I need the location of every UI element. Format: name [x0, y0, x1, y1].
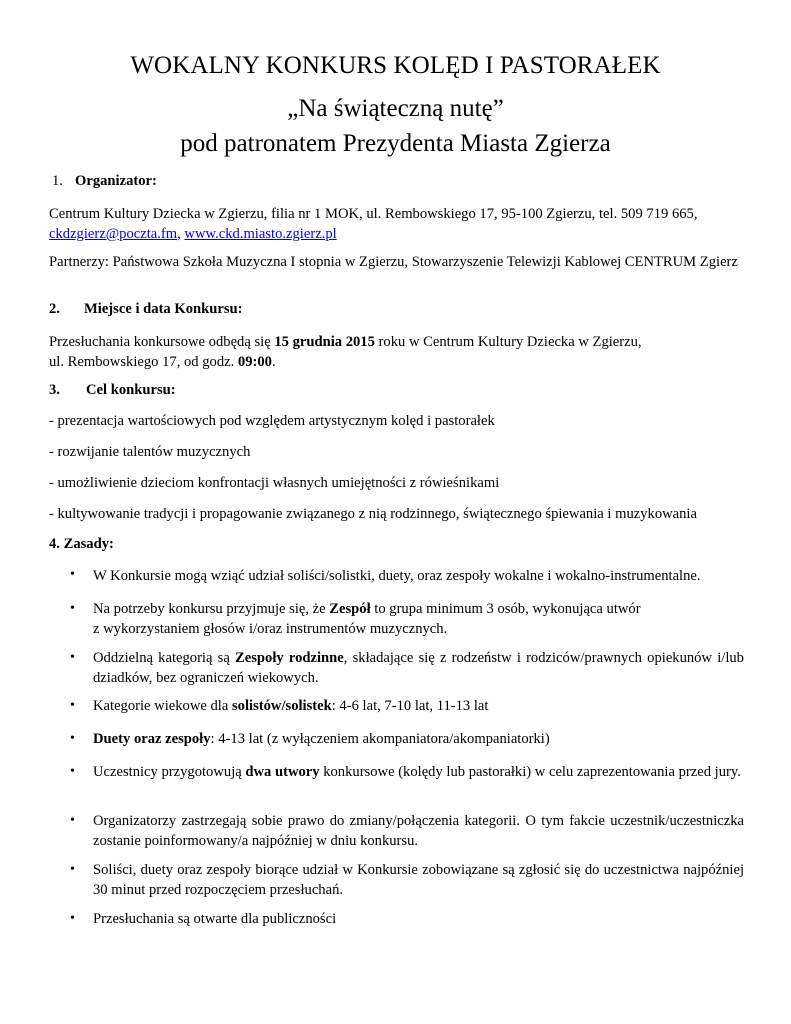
- section-4-heading: 4. Zasady:: [49, 536, 114, 552]
- patronage-line: pod patronatem Prezydenta Miasta Zgierza: [180, 130, 611, 157]
- goal-item: - umożliwienie dzieciom konfrontacji własnych umiejętności z rówieśnikami: [49, 475, 500, 491]
- rule-bold: dwa utwory: [245, 764, 320, 780]
- section-2-number: 2.: [49, 301, 60, 317]
- goal-item: - kultywowanie tradycji i propagowanie związanego z nią rodzinnego, świątecznego śpiewania i muzykowania: [49, 506, 697, 522]
- organizer-text: [49, 204, 749, 244]
- rule-text: z wykorzystaniem głosów i/oraz instrumentów muzycznych.: [93, 621, 448, 637]
- contest-date: 15 grudnia 2015: [274, 334, 375, 350]
- rule-item: [93, 762, 744, 782]
- rule-text: Uczestnicy przygotowują: [93, 764, 246, 780]
- section-1-number: 1.: [52, 173, 63, 189]
- contest-time: 09:00: [237, 354, 272, 370]
- rule-text: to grupa minimum 3 osób, wykonująca utwór: [370, 601, 641, 617]
- document-title: WOKALNY KONKURS KOLĘD I PASTORAŁEK: [130, 52, 661, 79]
- rule-text: , składające się z rodzeństw i rodziców/prawnych opiekunów i/lub dziadków, bez ograniczeń wiekowych.: [93, 650, 744, 686]
- rule-text: : 4-13 lat (z wyłączeniem akompaniatora/akompaniatorki): [210, 731, 550, 747]
- organizer-address: Centrum Kultury Dziecka w Zgierzu, filia nr 1 MOK, ul. Rembowskiego 17, 95-100 Zgierzu, tel. 509 719 665,: [49, 206, 698, 222]
- section-3-number: 3.: [49, 382, 60, 398]
- rule-text: Na potrzeby konkursu przyjmuje się, że: [93, 601, 330, 617]
- rule-item: [93, 599, 744, 639]
- venue-date-text: [49, 332, 749, 372]
- goal-item: - rozwijanie talentów muzycznych: [49, 444, 251, 460]
- rule-text: konkursowe (kolędy lub pastorałki) w celu zaprezentowania przed jury.: [319, 764, 741, 780]
- rule-item: [93, 648, 744, 688]
- partners-text: Partnerzy: Państwowa Szkoła Muzyczna I stopnia w Zgierzu, Stowarzyszenie Telewizji Kablowej CENTRUM Zgierz: [49, 254, 738, 270]
- bullet: •: [70, 698, 75, 713]
- bullet: •: [70, 650, 75, 665]
- rule-bold: Duety oraz zespoły: [93, 731, 211, 747]
- bullet: •: [70, 862, 75, 877]
- rule-item: [93, 729, 744, 749]
- bullet: •: [70, 731, 75, 746]
- contest-name: „Na świąteczną nutę”: [287, 95, 504, 122]
- section-1-heading: Organizator:: [75, 173, 157, 189]
- rule-item: Soliści, duety oraz zespoły biorące udział w Konkursie zobowiązane są zgłosić się do uczestnictwa najpóźniej 30 minut przed rozpoczęciem przesłuchań.: [93, 862, 744, 898]
- venue-text-4: .: [271, 354, 276, 370]
- bullet: •: [70, 764, 75, 779]
- section-3-heading: Cel konkursu:: [86, 382, 176, 398]
- rule-bold: Zespół: [329, 601, 371, 617]
- section-2-heading: Miejsce i data Konkursu:: [84, 301, 243, 317]
- venue-text-1: Przesłuchania konkursowe odbędą się: [49, 334, 275, 350]
- rule-item: W Konkursie mogą wziąć udział soliści/solistki, duety, oraz zespoły wokalne i wokalno-instrumentalne.: [93, 568, 701, 584]
- rule-bold: solistów/solistek: [232, 698, 332, 714]
- venue-text-3: ul. Rembowskiego 17, od godz.: [49, 354, 238, 370]
- goal-item: - prezentacja wartościowych pod względem artystycznym kolęd i pastorałek: [49, 413, 495, 429]
- rule-bold: Zespoły rodzinne: [235, 650, 344, 666]
- rule-item: Organizatorzy zastrzegają sobie prawo do zmiany/połączenia kategorii. O tym fakcie uczestnik/uczestniczka zostanie poinformowany/a najpóźniej w dniu konkursu.: [93, 813, 744, 849]
- venue-text-2: roku w Centrum Kultury Dziecka w Zgierzu,: [374, 334, 642, 350]
- bullet: •: [70, 567, 75, 582]
- rule-text: Kategorie wiekowe dla: [93, 698, 232, 714]
- rule-text: : 4-6 lat, 7-10 lat, 11-13 lat: [331, 698, 489, 714]
- bullet: •: [70, 813, 75, 828]
- rule-item: Przesłuchania są otwarte dla publiczności: [93, 911, 337, 927]
- rule-item: [93, 696, 744, 716]
- bullet: •: [70, 911, 75, 926]
- website-link[interactable]: www.ckd.miasto.zgierz.pl: [184, 226, 337, 242]
- email-link[interactable]: ckdzgierz@poczta.fm: [49, 226, 178, 242]
- comma: ,: [177, 226, 181, 242]
- rule-text: Oddzielną kategorią są: [93, 650, 236, 666]
- bullet: •: [70, 601, 75, 616]
